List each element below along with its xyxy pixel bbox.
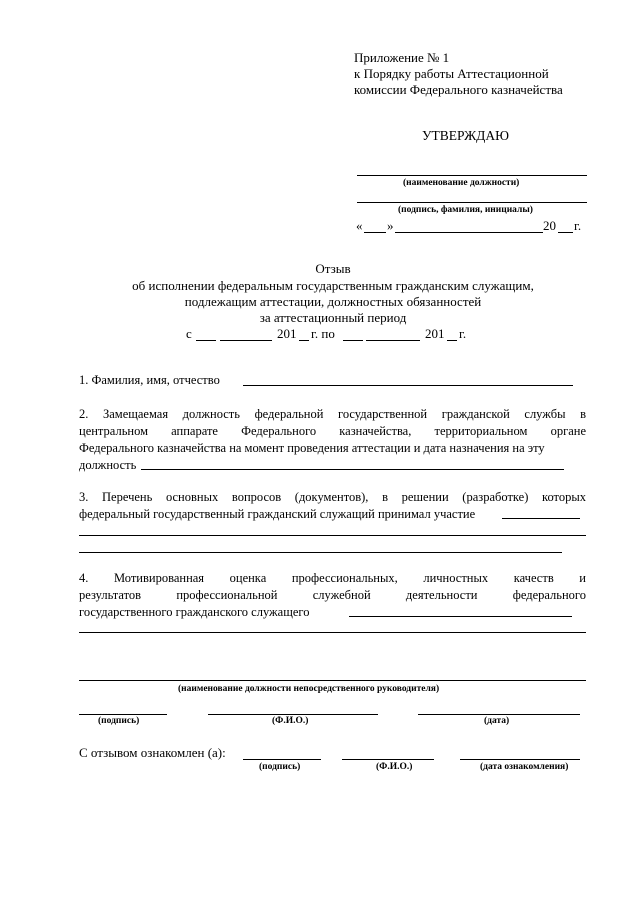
period-year2-suffix: г. <box>459 326 467 341</box>
date-day-line <box>364 232 386 233</box>
approve-signature-caption: (подпись, фамилия, инициалы) <box>398 205 533 215</box>
heading-line-2: подлежащим аттестации, должностных обязанностей <box>184 294 482 309</box>
supervisor-position-caption: (наименование должности непосредственного руководителя) <box>178 684 440 694</box>
acknowledgement-date-caption: (дата ознакомления) <box>480 762 569 772</box>
supervisor-date-caption: (дата) <box>484 716 510 726</box>
section-4-fill-line-2 <box>79 632 586 633</box>
section-4-line-2: результатов профессиональной служебной деятельности федерального <box>79 588 586 602</box>
approve-position-line <box>357 175 587 176</box>
approve-signature-line <box>357 202 587 203</box>
acknowledgement-name-line <box>342 759 434 760</box>
period-row <box>186 326 486 342</box>
period-year1-line <box>299 340 309 341</box>
acknowledgement-date-line <box>460 759 580 760</box>
acknowledgement-signature-line <box>243 759 321 760</box>
period-from: с <box>186 326 192 341</box>
date-year-line <box>558 232 573 233</box>
section-1-fill-line <box>243 385 573 386</box>
supervisor-name-line <box>208 714 378 715</box>
section-2-line-1: 2. Замещаемая должность федеральной государственной гражданской службы в <box>79 407 586 421</box>
acknowledgement-name-caption: (Ф.И.О.) <box>376 762 413 772</box>
section-4-line-3: государственного гражданского служащего <box>79 605 310 619</box>
supervisor-position-line <box>79 680 586 681</box>
document-title: Отзыв <box>315 261 351 276</box>
period-year1-suffix: г. по <box>311 326 335 341</box>
period-day2-line <box>343 340 363 341</box>
section-3-line-1: 3. Перечень основных вопросов (документов), в решении (разработке) которых <box>79 490 586 504</box>
date-open-quote: « <box>356 218 363 233</box>
section-4-fill-line-1 <box>349 616 572 617</box>
approve-title: УТВЕРЖДАЮ <box>422 128 510 143</box>
appendix-line-2: к Порядку работы Аттестационной <box>354 66 549 81</box>
period-year1: 201 <box>277 326 297 341</box>
approve-position-caption: (наименование должности) <box>403 178 520 188</box>
approve-date-row <box>356 218 588 234</box>
supervisor-date-line <box>418 714 580 715</box>
acknowledgement-signature-caption: (подпись) <box>259 762 301 772</box>
section-3-fill-line-2 <box>79 535 586 536</box>
date-close-quote: » <box>387 218 394 233</box>
supervisor-signature-line <box>79 714 167 715</box>
section-2-fill-line <box>141 469 564 470</box>
acknowledgement-label: С отзывом ознакомлен (а): <box>79 745 226 760</box>
section-3-line-2: федеральный государственный гражданский служащий принимал участие <box>79 507 476 521</box>
appendix-line-3: комиссии Федерального казначейства <box>354 82 563 97</box>
period-month1-line <box>220 340 272 341</box>
period-month2-line <box>366 340 420 341</box>
section-4-line-1: 4. Мотивированная оценка профессиональных, личностных качеств и <box>79 571 586 585</box>
date-year-suffix: г. <box>574 218 582 233</box>
section-2-line-4: должность <box>79 458 137 472</box>
period-day1-line <box>196 340 216 341</box>
section-3-fill-line-3 <box>79 552 562 553</box>
date-month-line <box>395 232 543 233</box>
section-2-line-2: центральном аппарате Федерального казначейства, территориальном органе <box>79 424 586 438</box>
date-year-prefix: 20 <box>543 218 556 233</box>
section-2-line-3: Федерального казначейства на момент проведения аттестации и дата назначения на эту <box>79 441 545 455</box>
period-year2: 201 <box>425 326 445 341</box>
supervisor-name-caption: (Ф.И.О.) <box>272 716 309 726</box>
period-year2-line <box>447 340 457 341</box>
section-1-label: 1. Фамилия, имя, отчество <box>79 373 220 387</box>
section-3-fill-line-1 <box>502 518 580 519</box>
supervisor-signature-caption: (подпись) <box>98 716 140 726</box>
heading-line-3: за аттестационный период <box>259 310 407 325</box>
heading-line-1: об исполнении федеральным государственным гражданским служащим, <box>132 278 534 293</box>
appendix-line-1: Приложение № 1 <box>354 50 450 65</box>
